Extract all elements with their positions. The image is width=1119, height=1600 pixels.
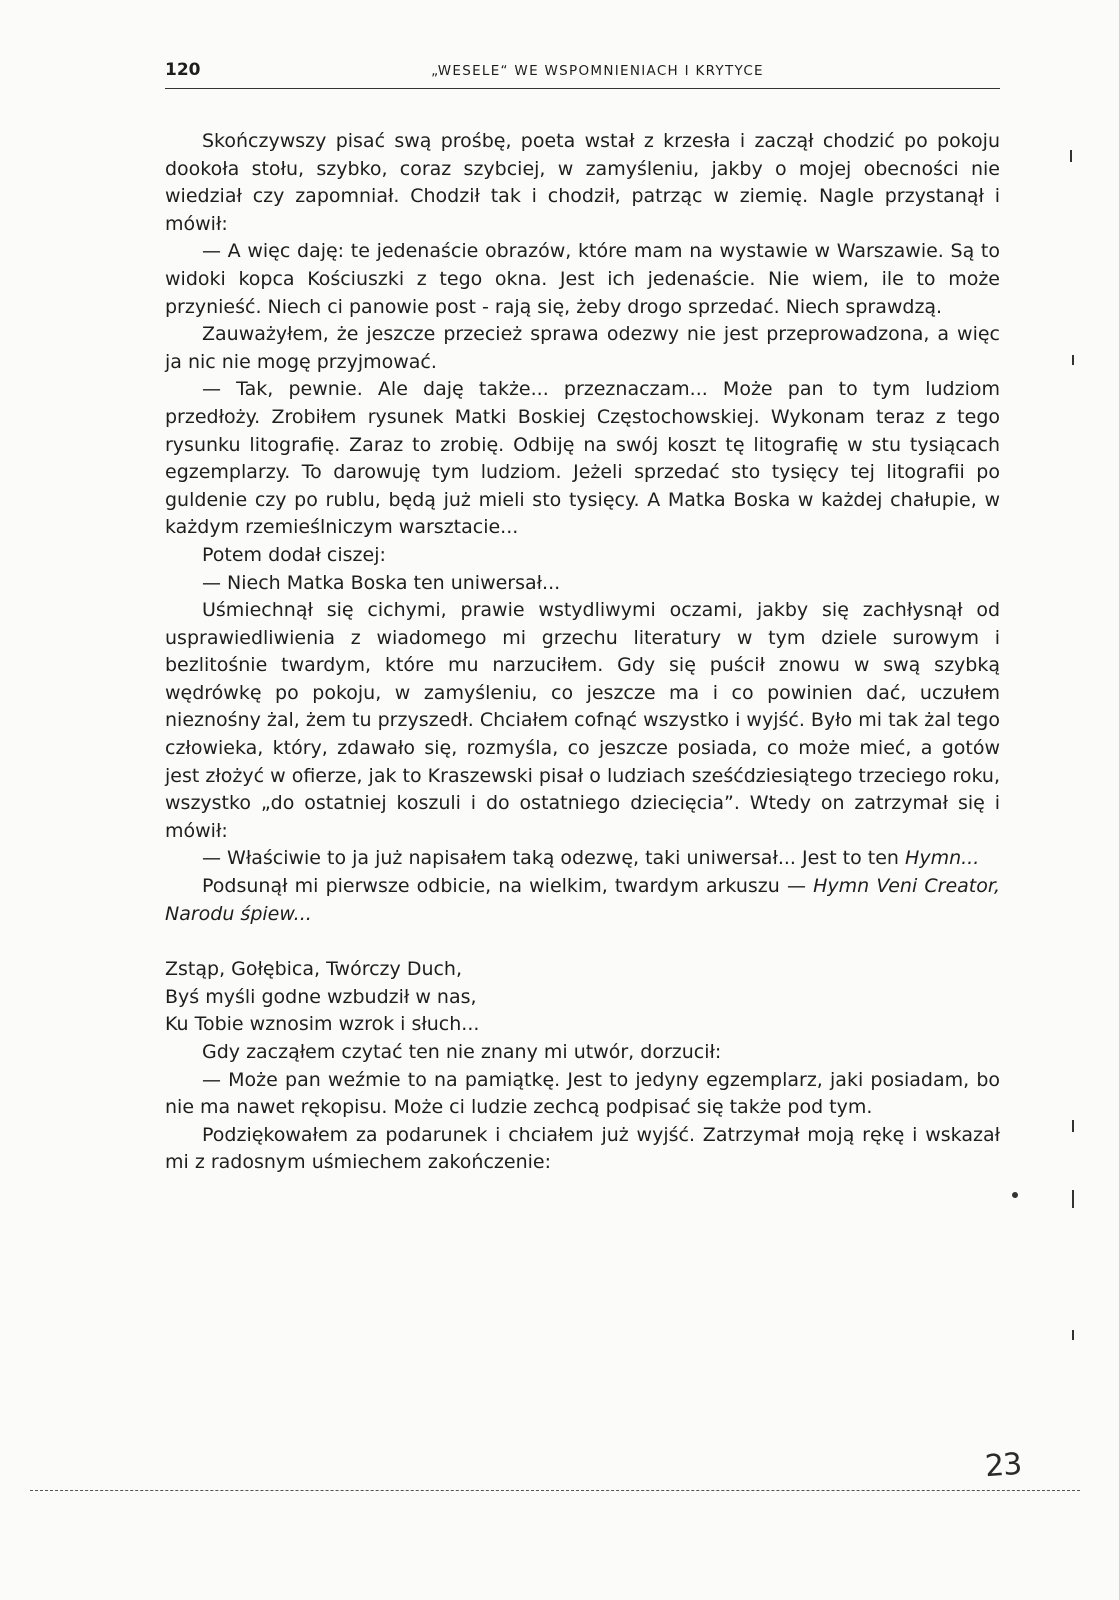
page-header (165, 58, 1000, 89)
italic-title: Hymn Veni Creator, Narodu śpiew... (165, 875, 1000, 925)
running-title: „WESELE“ WE WSPOMNIENIACH I KRYTYCE (431, 63, 764, 79)
paragraph (165, 845, 1000, 873)
margin-dot (1012, 1192, 1018, 1198)
paragraph: Skończywszy pisać swą prośbę, poeta wstał z krzesła i zaczął chodzić po pokoju dookoła stołu, szybko, coraz szybciej, w zamyśleniu, jakby o mojej obecności nie wiedział czy zapomniał. Chodził tak i chodził, patrząc w ziemię. Nagle przystanął i mówił: (165, 130, 1000, 235)
paragraph: Gdy zacząłem czytać ten nie znany mi utwór, dorzucił: (202, 1041, 722, 1063)
verse-line: Zstąp, Gołębica, Twórczy Duch, (165, 958, 463, 981)
verse-line: Byś myśli godne wzbudził w nas, (165, 985, 477, 1008)
bottom-rule (30, 1490, 1080, 1491)
margin-mark (1072, 1190, 1074, 1208)
body-text (165, 128, 1000, 1177)
margin-mark (1072, 1120, 1074, 1132)
paragraph-text: — Właściwie to ja już napisałem taką odezwę, taki uniwersał... Jest to ten (202, 847, 899, 870)
margin-mark (1070, 150, 1072, 162)
handwritten-folio-number: 23 (983, 1446, 1023, 1485)
paragraph: — A więc daję: te jedenaście obrazów, które mam na wystawie w Warszawie. Są to widoki kopca Kościuszki z tego okna. Jest ich jedenaście. Nie wiem, ile to może przynieść. Niech ci panowie post - rają się, żeby drogo sprzedać. Niech sprawdzą. (165, 240, 1000, 318)
paragraph: — Może pan weźmie to na pamiątkę. Jest to jedyny egzemplarz, jaki posiadam, bo nie ma nawet rękopisu. Może ci ludzie zechcą podpisać się także pod tym. (165, 1068, 1000, 1119)
paragraph: Zauważyłem, że jeszcze przecież sprawa odezwy nie jest przeprowadzona, a więc ja nic nie mogę przyjmować. (165, 323, 1000, 373)
margin-mark (1072, 1330, 1074, 1340)
paragraph: Podziękowałem za podarunek i chciałem już wyjść. Zatrzymał moją rękę i wskazał mi z radosnym uśmiechem zakończenie: (165, 1123, 1000, 1174)
italic-title: Hymn... (905, 847, 980, 870)
paragraph: — Tak, pewnie. Ale daję także... przeznaczam... Może pan to tym ludziom przedłoży. Zrobiłem rysunek Matki Boskiej Częstochowskiej. Wykonam teraz z tego rysunku litografię. Zaraz to zrobię. Odbiję na swój koszt tę litografię w stu tysiącach egzemplarzy. To darowuję tym ludziom. Jeżeli sprzedać sto tysięcy tej litografii po guldenie czy po rublu, będą już mieli sto tysięcy. A Matka Boska w każdej chałupie, w każdym rzemieślniczym warsztacie... (165, 378, 1000, 539)
paragraph-text: Podsunął mi pierwsze odbicie, na wielkim, twardym arkuszu — (202, 875, 806, 898)
paragraph (165, 873, 1000, 928)
paragraph: — Niech Matka Boska ten uniwersał... (202, 571, 561, 594)
paragraph: Uśmiechnął się cichymi, prawie wstydliwymi oczami, jakby się zachłysnął od usprawiedliwienia z wiadomego mi grzechu literatury w tym dziele surowym i bezlitośnie twardym, które mu narzuciłem. Gdy się puścił znowu w swą szybką wędrówkę po pokoju, w zamyśleniu, co jeszcze ma i co powinien dać, uczułem nieznośny żal, żem tu przyszedł. Chciałem cofnąć wszystko i wyjść. Było mi tak żal tego człowieka, który, zdawało się, rozmyśla, co jeszcze posiada, co może mieć, a gotów jest złożyć w ofierze, jak to Kraszewski pisał o ludziach sześćdziesiątego trzeciego roku, wszystko „do ostatniej koszuli i do ostatniego dziecięcia”. Wtedy on zatrzymał się i mówił: (165, 599, 1000, 842)
page-number: 120 (165, 60, 201, 80)
verse-line: Ku Tobie wznosim wzrok i słuch... (165, 1013, 480, 1036)
paragraph: Potem dodał ciszej: (202, 543, 386, 566)
margin-mark (1072, 355, 1074, 365)
